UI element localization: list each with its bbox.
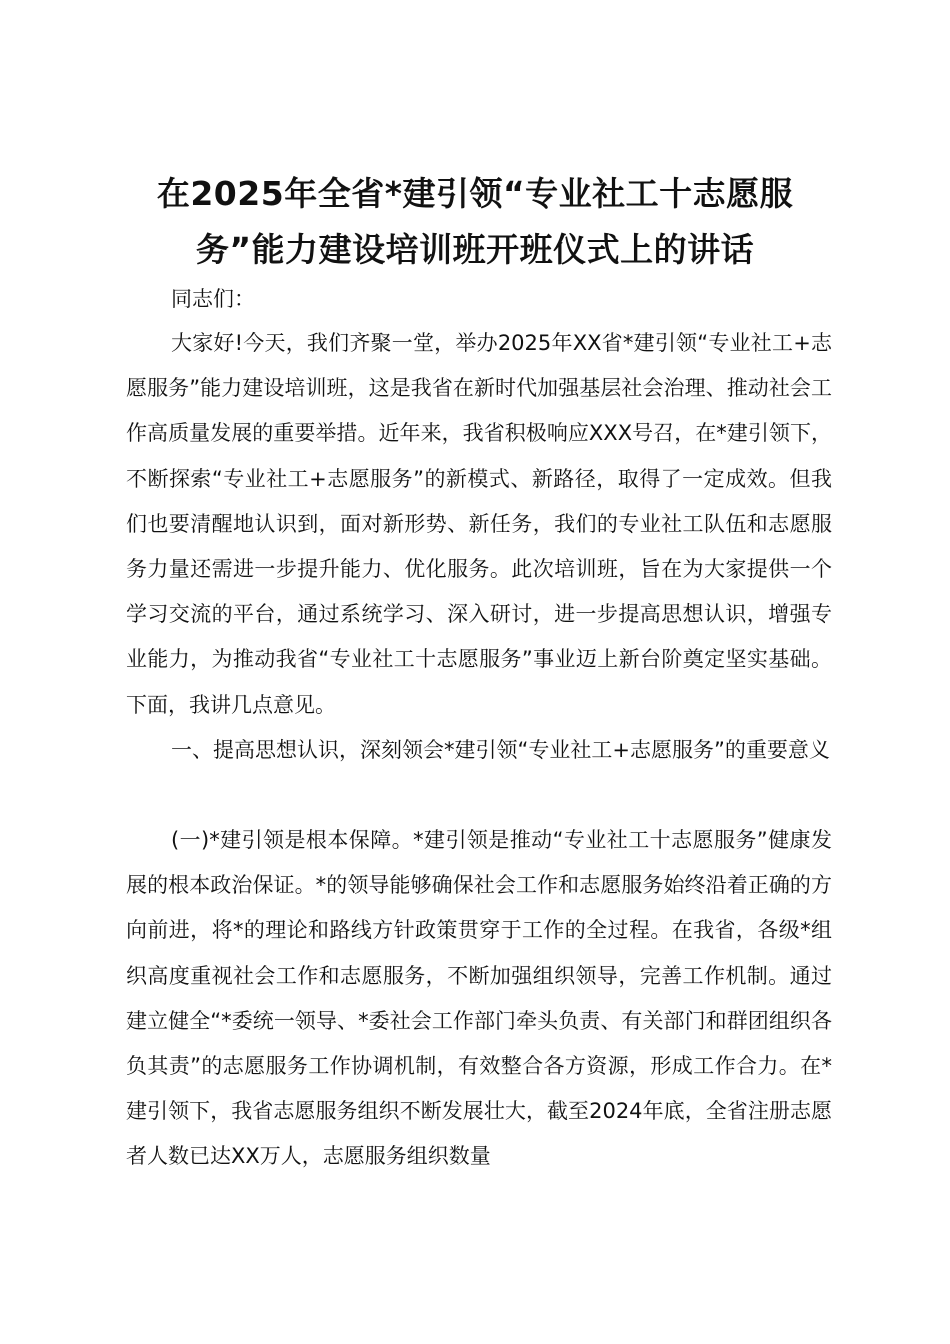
section-heading-1: 一、提高思想认识，深刻领会*建引领“专业社工+志愿服务”的重要意义 <box>171 738 830 762</box>
greeting: 同志们： <box>171 287 255 311</box>
document-title: 在2025年全省*建引领“专业社工十志愿服务”能力建设培训班开班仪式上的讲话 <box>156 174 794 269</box>
paragraph-subsection-1: (一)*建引领是根本保障。*建引领是推动“专业社工十志愿服务”健康发展的根本政治保证。*的领导能够确保社会工作和志愿服务始终沿着正确的方向前进，将*的理论和路线方针政策贯穿于工作的全过程。在我省，各级*组织高度重视社会工作和志愿服务，不断加强组织领导，完善工作机制。通过建立健全“*委统一领导、*委社会工作部门牵头负责、有关部门和群团组织各负其责”的志愿服务工作协调机制，有效整合各方资源，形成工作合力。在*建引领下，我省志愿服务组织不断发展壮大，截至2024年底，全省注册志愿者人数已达XX万人，志愿服务组织数量 <box>126 828 832 1169</box>
paragraph-intro: 大家好!今天，我们齐聚一堂，举办2025年XX省*建引领“专业社工+志愿服务”能力建设培训班，这是我省在新时代加强基层社会治理、推动社会工作高质量发展的重要举措。近年来，我省积极响应XXX号召，在*建引领下，不断探索“专业社工+志愿服务”的新模式、新路径，取得了一定成效。但我们也要清醒地认识到，面对新形势、新任务，我们的专业社工队伍和志愿服务力量还需进一步提升能力、优化服务。此次培训班，旨在为大家提供一个学习交流的平台，通过系统学习、深入研讨，进一步提高思想认识，增强专业能力，为推动我省“专业社工十志愿服务”事业迈上新台阶奠定坚实基础。下面，我讲几点意见。 <box>126 331 832 717</box>
